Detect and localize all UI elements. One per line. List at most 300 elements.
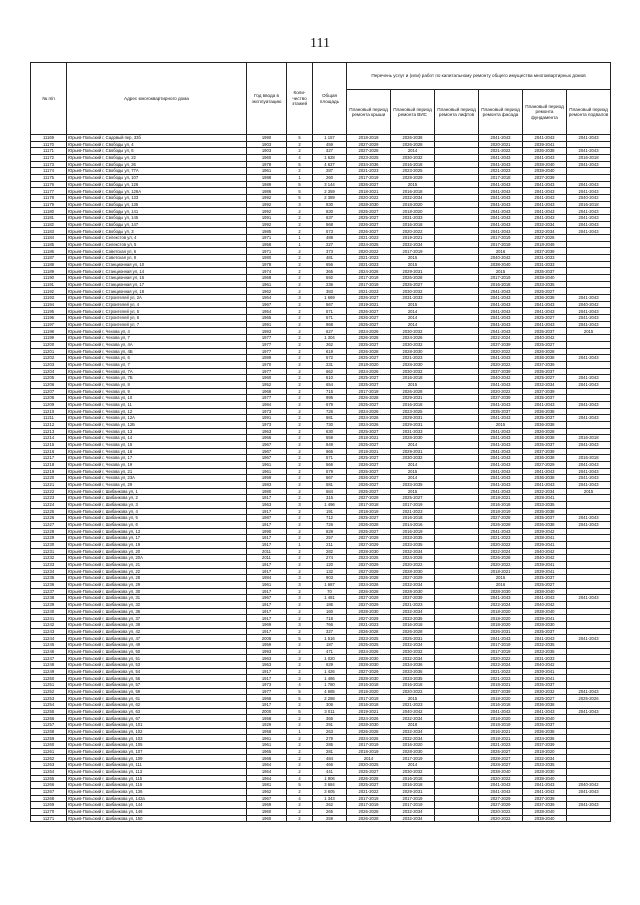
cell-basement: 2040-2042 [567,301,611,308]
cell-roof: 2024-2026 [347,421,391,428]
table-row [31,428,611,435]
cell-address: Юрьев-Польский г, Чехова ул, 23А [67,475,247,482]
cell-num: 11255 [31,708,67,715]
cell-year: 1964 [247,768,287,775]
cell-num: 11242 [31,622,67,629]
cell-area: 559 [313,435,347,442]
cell-foundation: 2041-2043 [523,135,567,142]
cell-vis: 2030-2032 [391,368,435,375]
cell-num: 11199 [31,335,67,342]
cell-facade: 2020-2022 [479,388,523,395]
cell-vis: 2033-2035 [391,668,435,675]
cell-foundation: 2025-2027 [523,288,567,295]
cell-foundation: 2033-2035 [523,281,567,288]
table-row [31,708,611,715]
cell-facade: 2022-2024 [479,662,523,669]
cell-foundation: 2041-2043 [523,595,567,602]
cell-floors: 2 [287,788,313,795]
cell-floors: 2 [287,588,313,595]
cell-basement: 2041-2043 [567,148,611,155]
cell-elevators [435,448,479,455]
cell-num: 11179 [31,201,67,208]
cell-vis: 2026-2028 [391,275,435,282]
cell-area: 571 [313,455,347,462]
cell-area: 3 144 [313,181,347,188]
cell-elevators [435,295,479,302]
cell-basement: 2016-2018 [567,201,611,208]
cell-year: 1974 [247,268,287,275]
header-vis: Плановый период ремонта ВИС [391,90,435,135]
cell-floors: 2 [287,455,313,462]
cell-roof: 2025-2027 [347,355,391,362]
cell-num: 11259 [31,735,67,742]
cell-floors: 2 [287,808,313,815]
cell-vis: 2015 [391,695,435,702]
cell-facade: 2016-2018 [479,501,523,508]
cell-vis: 2032-2034 [391,642,435,649]
cell-vis: 2026-2038 [391,135,435,142]
table-row [31,555,611,562]
cell-num: 11215 [31,441,67,448]
cell-area: 3 684 [313,782,347,789]
cell-vis: 2016-2018 [391,775,435,782]
table-row [31,528,611,535]
cell-address: Юрьев-Польский г, Шибанкова ул, 101 [67,722,247,729]
cell-num: 11257 [31,722,67,729]
table-row [31,675,611,682]
housing-repair-table [30,62,611,822]
cell-address: Юрьев-Польский г, Свободы ул, 145 [67,215,247,222]
cell-area: 1 343 [313,795,347,802]
cell-roof: 2027-2029 [347,595,391,602]
cell-facade: 2041-2043 [479,441,523,448]
cell-year: 1963 [247,655,287,662]
cell-elevators [435,755,479,762]
cell-area: 459 [313,141,347,148]
cell-num: 11169 [31,135,67,142]
table-row [31,288,611,295]
cell-roof: 2021-2023 [347,261,391,268]
cell-basement [567,808,611,815]
cell-vis: 2032-2034 [391,815,435,822]
table-row [31,355,611,362]
cell-floors: 5 [287,181,313,188]
cell-vis: 2030-2032 [391,288,435,295]
table-row [31,515,611,522]
cell-vis: 2028-2030 [391,748,435,755]
cell-facade: 2035-2037 [479,408,523,415]
cell-facade: 2018-2019 [479,722,523,729]
cell-foundation: 2041-2043 [523,788,567,795]
cell-address: Юрьев-Польский г, Чехова ул, 14 [67,435,247,442]
cell-year: 1973 [247,421,287,428]
cell-area: 627 [313,328,347,335]
cell-foundation: 2038-2040 [523,775,567,782]
cell-elevators [435,742,479,749]
cell-elevators [435,248,479,255]
table-row [31,441,611,448]
cell-vis: 2014 [391,148,435,155]
table-row [31,775,611,782]
cell-area: 966 [313,448,347,455]
table-row [31,281,611,288]
cell-facade: 2038-2040 [479,768,523,775]
cell-vis: 2030-2032 [391,155,435,162]
cell-elevators [435,155,479,162]
cell-address: Юрьев-Польский г, Свободы ул, 3 [67,228,247,235]
table-row [31,408,611,415]
cell-area: 572 [313,355,347,362]
cell-elevators [435,768,479,775]
cell-basement [567,668,611,675]
cell-vis: 2017-2019 [391,795,435,802]
cell-floors: 2 [287,301,313,308]
cell-elevators [435,368,479,375]
cell-year: 1917 [247,562,287,569]
table-row [31,695,611,702]
cell-basement [567,748,611,755]
cell-elevators [435,582,479,589]
cell-num: 11201 [31,348,67,355]
cell-vis: 2020-2022 [391,562,435,569]
cell-address: Юрьев-Польский г, Чехова ул, 17 [67,455,247,462]
cell-num: 11194 [31,301,67,308]
cell-foundation: 2041-2043 [523,401,567,408]
cell-vis: 2037-2039 [391,595,435,602]
cell-year: 1952 [247,381,287,388]
cell-elevators [435,395,479,402]
cell-basement [567,268,611,275]
cell-year: 1969 [247,802,287,809]
cell-address: Юрьев-Польский г, Станционная ул, 18 [67,288,247,295]
cell-foundation: 2039-2041 [523,668,567,675]
cell-facade: 2041-2043 [479,315,523,322]
cell-vis: 2016-2018 [391,188,435,195]
cell-area: 2 389 [313,195,347,202]
cell-area: 279 [313,735,347,742]
cell-address: Юрьев-Польский г, Шибанкова ул, 144 [67,802,247,809]
cell-num: 11270 [31,808,67,815]
cell-floors: 2 [287,521,313,528]
cell-roof: 2026-2028 [347,628,391,635]
cell-vis: 2032-2034 [391,655,435,662]
cell-vis: 2017-2019 [391,755,435,762]
cell-foundation: 2027-2028 [523,235,567,242]
cell-facade: 2026-2028 [479,521,523,528]
cell-floors: 2 [287,508,313,515]
cell-basement [567,241,611,248]
cell-basement [567,535,611,542]
cell-area: 571 [313,315,347,322]
cell-roof: 2024-2026 [347,268,391,275]
cell-vis: 2029-2031 [391,788,435,795]
cell-address: Юрьев-Польский г, Шибанкова ул, 31 [67,595,247,602]
cell-floors: 4 [287,795,313,802]
cell-address: Юрьев-Польский г, Шибанкова ул, 62 [67,702,247,709]
cell-facade: 2016-2021 [479,728,523,735]
cell-roof: 2026-2027 [347,461,391,468]
cell-year: 1903 [247,148,287,155]
cell-facade: 2041-2043 [479,215,523,222]
cell-basement [567,562,611,569]
cell-year: 1917 [247,568,287,575]
cell-foundation: 2034-2036 [523,735,567,742]
cell-foundation: 2041-2043 [523,155,567,162]
cell-year: 1989 [247,355,287,362]
cell-roof: 2028-2030 [347,662,391,669]
cell-roof: 2026-2028 [347,815,391,822]
cell-floors: 2 [287,715,313,722]
cell-vis: 2016-2018 [391,682,435,689]
cell-foundation: 2039-2041 [523,675,567,682]
cell-year: 1917 [247,602,287,609]
cell-address: Юрьев-Польский г, Чехова ул, 12Б [67,421,247,428]
cell-vis: 2023-2025 [391,168,435,175]
cell-foundation: 2033-2035 [523,762,567,769]
table-row [31,762,611,769]
cell-elevators [435,428,479,435]
cell-floors: 2 [287,361,313,368]
cell-facade: 2041-2043 [479,188,523,195]
cell-elevators [435,575,479,582]
cell-num: 11260 [31,742,67,749]
cell-num: 11185 [31,241,67,248]
cell-address: Юрьев-Польский г, Шибанкова ул, 50 [67,648,247,655]
cell-area: 592 [313,275,347,282]
cell-roof: 2026-2028 [347,808,391,815]
cell-year: 1971 [247,248,287,255]
cell-year: 1983 [247,328,287,335]
cell-basement: 2041-2043 [567,441,611,448]
cell-floors: 2 [287,642,313,649]
cell-elevators [435,735,479,742]
cell-num: 11170 [31,141,67,148]
table-row [31,662,611,669]
cell-address: Юрьев-Польский г, Шибанкова ул, 13 [67,528,247,535]
cell-foundation: 2038-2040 [523,168,567,175]
cell-address: Юрьев-Польский г, Шибанкова ул, 116 [67,782,247,789]
cell-vis: 2016-2018 [391,782,435,789]
cell-address: Юрьев-Польский г, Шибанкова ул, 49 [67,642,247,649]
cell-vis: 2030-2032 [391,768,435,775]
cell-year: 1917 [247,535,287,542]
cell-address: Юрьев-Польский г, Шибанкова ул, 57 [67,682,247,689]
cell-year: 1984 [247,575,287,582]
cell-floors: 2 [287,755,313,762]
cell-num: 11190 [31,275,67,282]
cell-foundation: 2035-2037 [523,628,567,635]
cell-floors: 2 [287,448,313,455]
cell-num: 11227 [31,521,67,528]
cell-elevators [435,161,479,168]
cell-year: 1959 [247,642,287,649]
cell-facade: 2041-2043 [479,708,523,715]
cell-basement: 2041-2043 [567,315,611,322]
cell-floors: 5 [287,695,313,702]
cell-facade: 2018-2021 [479,682,523,689]
cell-area: 306 [313,702,347,709]
cell-roof: 2027-2029 [347,562,391,569]
cell-year: 1978 [247,161,287,168]
cell-facade: 2020-2022 [479,562,523,569]
cell-area: 1 496 [313,501,347,508]
cell-basement: 2041-2043 [567,308,611,315]
cell-area: 2 288 [313,695,347,702]
cell-facade: 2022-2024 [479,335,523,342]
table-row [31,341,611,348]
cell-facade: 2016-2018 [479,702,523,709]
cell-basement [567,555,611,562]
cell-facade: 2017-2019 [479,235,523,242]
cell-year: 1984 [247,401,287,408]
table-row [31,235,611,242]
cell-address: Юрьев-Польский г, Свободы ул, 22 [67,155,247,162]
cell-facade: 2041-2043 [479,355,523,362]
cell-basement [567,735,611,742]
cell-elevators [435,622,479,629]
cell-vis: 2031-2033 [391,215,435,222]
cell-year: 1992 [247,221,287,228]
cell-vis: 2033-2035 [391,481,435,488]
cell-foundation: 2036-2038 [523,702,567,709]
cell-foundation: 2035-2037 [523,515,567,522]
cell-facade: 2018-2020 [479,622,523,629]
cell-num: 11216 [31,448,67,455]
cell-num: 11228 [31,528,67,535]
cell-floors: 4 [287,155,313,162]
cell-elevators [435,648,479,655]
cell-elevators [435,388,479,395]
cell-roof: 2027-2029 [347,535,391,542]
cell-roof: 2018-2021 [347,188,391,195]
cell-foundation: 2025-2027 [523,695,567,702]
cell-address: Юрьев-Польский г, Шибанкова ул, 102 [67,728,247,735]
cell-facade: 2016-2018 [479,281,523,288]
table-row [31,622,611,629]
table-row [31,315,611,322]
cell-basement: 2041-2043 [567,521,611,528]
cell-floors: 4 [287,682,313,689]
cell-floors: 2 [287,395,313,402]
cell-foundation: 2036-2038 [523,521,567,528]
cell-basement [567,648,611,655]
cell-address: Юрьев-Польский г, Чехова ул, 29 [67,481,247,488]
cell-area: 1 304 [313,335,347,342]
cell-year: 1993 [247,648,287,655]
cell-basement: 2041-2043 [567,461,611,468]
cell-area: 566 [313,461,347,468]
table-row [31,608,611,615]
cell-roof: 2028-2030 [347,675,391,682]
cell-address: Юрьев-Польский г, Шибанкова ул, 22 [67,568,247,575]
cell-elevators [435,662,479,669]
cell-elevators [435,602,479,609]
cell-elevators [435,722,479,729]
cell-vis: 2014 [391,475,435,482]
cell-area: 656 [313,261,347,268]
cell-elevators [435,642,479,649]
cell-floors: 2 [287,428,313,435]
cell-floors: 2 [287,348,313,355]
cell-num: 11200 [31,341,67,348]
table-row [31,435,611,442]
cell-vis: 2026-2028 [391,628,435,635]
cell-foundation: 2032-2034 [523,755,567,762]
cell-num: 11207 [31,388,67,395]
cell-foundation: 2039-2041 [523,568,567,575]
cell-foundation: 2035-2037 [523,575,567,582]
cell-elevators [435,595,479,602]
cell-year: 1970 [247,361,287,368]
cell-basement: 2041-2043 [567,802,611,809]
cell-basement [567,615,611,622]
cell-address: Юрьев-Польский г, Шибанкова ул, 56 [67,675,247,682]
cell-basement [567,682,611,689]
cell-foundation: 2038-2040 [523,808,567,815]
cell-num: 11225 [31,508,67,515]
cell-address: Юрьев-Польский г, Шибанкова ул, 28 [67,575,247,582]
cell-year: 1917 [247,668,287,675]
cell-num: 11244 [31,635,67,642]
cell-facade: 2026-2031 [479,628,523,635]
cell-facade: 2020-2022 [479,655,523,662]
header-works-group: Перечень услуг и (или) работ по капитальному ремонту общего имущества многоквартирных домов [347,63,611,90]
table-row [31,655,611,662]
cell-vis: 2028-2030 [391,435,435,442]
cell-floors: 2 [287,548,313,555]
cell-area: 282 [313,548,347,555]
cell-elevators [435,708,479,715]
cell-area: 679 [313,401,347,408]
cell-elevators [435,461,479,468]
cell-elevators [435,221,479,228]
cell-roof: 2025-2027 [347,468,391,475]
cell-num: 11206 [31,381,67,388]
table-row [31,348,611,355]
cell-facade: 2041-2043 [479,635,523,642]
cell-area: 619 [313,348,347,355]
table-row [31,175,611,182]
cell-address: Юрьев-Польский г, Свободы ул, 141 [67,208,247,215]
cell-area: 568 [313,221,347,228]
cell-address: Юрьев-Польский г, Свободы ул, 126 [67,181,247,188]
cell-basement: 2041-2043 [567,208,611,215]
cell-facade: 2041-2043 [479,788,523,795]
cell-year: 1969 [247,622,287,629]
cell-floors: 2 [287,141,313,148]
cell-elevators [435,795,479,802]
cell-num: 11263 [31,762,67,769]
cell-elevators [435,688,479,695]
cell-roof: 2016-2018 [347,702,391,709]
cell-basement [567,702,611,709]
cell-facade: 2018-2020 [479,608,523,615]
cell-roof: 2021-2023 [347,168,391,175]
cell-elevators [435,255,479,262]
cell-address: Юрьев-Польский г, Свободы ул, 126А [67,188,247,195]
cell-area: 481 [313,255,347,262]
cell-foundation: 2035-2037 [523,395,567,402]
cell-basement: 2041-2043 [567,595,611,602]
cell-basement: 2041-2043 [567,221,611,228]
table-row [31,728,611,735]
cell-roof: 2026-2027 [347,221,391,228]
cell-roof: 2018-2021 [347,435,391,442]
cell-roof: 2024-2026 [347,415,391,422]
cell-address: Юрьев-Польский г, Шибанкова ул, 150 [67,815,247,822]
cell-floors: 2 [287,815,313,822]
cell-num: 11258 [31,728,67,735]
